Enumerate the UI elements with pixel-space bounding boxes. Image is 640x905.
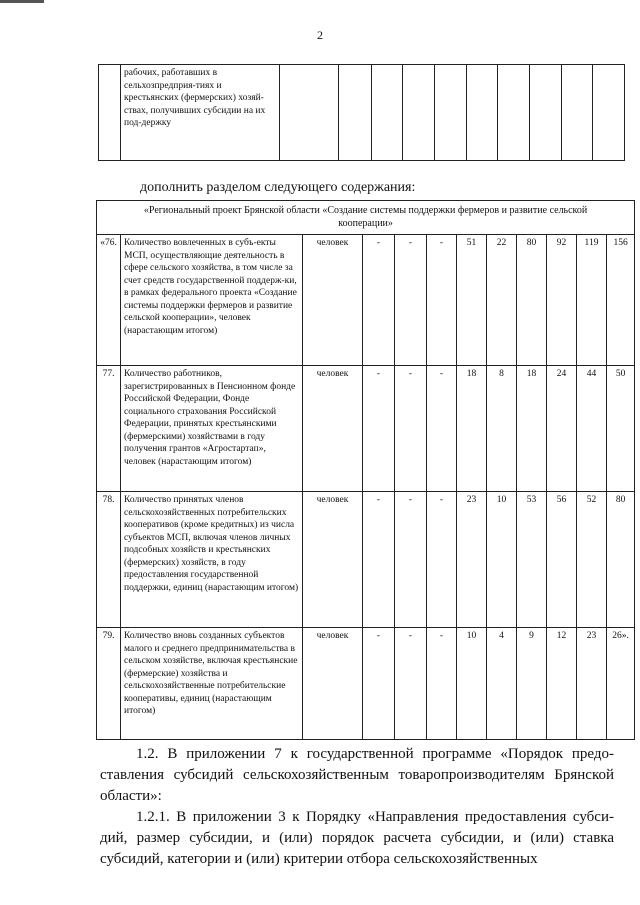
value-cell: -	[363, 492, 395, 628]
value-cell: -	[395, 235, 427, 366]
value-cell: 26».	[607, 628, 635, 740]
value-cell: 18	[457, 366, 487, 492]
value-cell: -	[363, 366, 395, 492]
value-cell: 8	[487, 366, 517, 492]
value-cell: -	[427, 235, 457, 366]
scan-artifact	[0, 0, 44, 3]
indicator-name: Количество вновь созданных субъектов малого и среднего предпринимательства в сельском хозяйстве, включая крестьянские (фермерские) хозяйства и сельскохозяйственные потребительские кооперативы, единиц (нарастающим итогом)	[121, 628, 303, 740]
indicator-name: Количество работников, зарегистрированных в Пенсионном фонде Российской Федерации, Фонде социального страхования Российской Федерации, принятых крестьянскими (фермерскими) хозяйствами в году получения грантов «Агростартап», человек (нарастающим итогом)	[121, 366, 303, 492]
value-cell: 4	[487, 628, 517, 740]
value-cell: 92	[547, 235, 577, 366]
value-cell: 24	[547, 366, 577, 492]
value-cell: -	[395, 366, 427, 492]
value-cell: 44	[577, 366, 607, 492]
table-row	[97, 235, 635, 366]
table-row	[97, 366, 635, 492]
value-cell: 10	[457, 628, 487, 740]
row-number: 79.	[97, 628, 121, 740]
indicator-name: Количество вовлеченных в субъ-екты МСП, осуществляющие деятельность в сфере сельского хозяйства, в том числе за счет средств государственной поддерж-ки, в рамках федерального проекта «Создание системы поддержки фермеров и развитие сельской кооперации», человек (нарастающим итогом)	[121, 235, 303, 366]
table-row	[97, 492, 635, 628]
indicators-table	[96, 200, 635, 740]
paragraph-1-2-1: 1.2.1. В приложении 3 к Порядку «Направления предоставления субси-дий, размер субсидии, и (или) порядок расчета субсидии, и (или) ставка субсидий, категории и (или) критерии отбора сельскохозяйственных	[100, 809, 614, 867]
table-row	[97, 628, 635, 740]
value-cell: 22	[487, 235, 517, 366]
row-number: «76.	[97, 235, 121, 366]
unit: человек	[303, 366, 363, 492]
paragraph-1-2: 1.2. В приложении 7 к государственной программе «Порядок предо-ставления субсидий сельскохозяйственным товаропроизводителям Брянской области»:	[100, 746, 614, 804]
value-cell: 9	[517, 628, 547, 740]
value-cell: 23	[577, 628, 607, 740]
indicator-name: Количество принятых членов сельскохозяйственных потребительских кооперативов (кроме кредитных) из числа субъектов МСП, включая членов личных подсобных хозяйств и крестьянских (фермерских) хозяйств, в году предоставления государственной поддержки, единиц (нарастающим итогом)	[121, 492, 303, 628]
row-number: 77.	[97, 366, 121, 492]
value-cell: 80	[517, 235, 547, 366]
value-cell: 52	[577, 492, 607, 628]
page-number: 2	[317, 28, 323, 42]
value-cell: -	[395, 492, 427, 628]
unit: человек	[303, 628, 363, 740]
unit: человек	[303, 492, 363, 628]
section-header: «Региональный проект Брянской области «Создание системы поддержки фермеров и развитие сельской кооперации»	[97, 201, 635, 235]
value-cell: 53	[517, 492, 547, 628]
row-number: 78.	[97, 492, 121, 628]
continuation-table	[98, 64, 625, 161]
intro-line: дополнить разделом следующего содержания:	[140, 180, 416, 195]
value-cell: 119	[577, 235, 607, 366]
value-cell: 80	[607, 492, 635, 628]
value-cell: 156	[607, 235, 635, 366]
section-header-row	[97, 201, 635, 235]
value-cell: 18	[517, 366, 547, 492]
value-cell: 23	[457, 492, 487, 628]
value-cell: -	[427, 492, 457, 628]
value-cell: 12	[547, 628, 577, 740]
value-cell: -	[363, 628, 395, 740]
value-cell: -	[363, 235, 395, 366]
value-cell: 10	[487, 492, 517, 628]
value-cell: 50	[607, 366, 635, 492]
row-text: рабочих, работавших в сельхозпредприя-тиях и крестьянских (фермерских) хозяй-ствах, получивших субсидии на их под-держку	[121, 65, 280, 161]
value-cell: 51	[457, 235, 487, 366]
table-row	[99, 65, 625, 161]
value-cell: -	[395, 628, 427, 740]
value-cell: -	[427, 366, 457, 492]
value-cell: -	[427, 628, 457, 740]
unit: человек	[303, 235, 363, 366]
value-cell: 56	[547, 492, 577, 628]
